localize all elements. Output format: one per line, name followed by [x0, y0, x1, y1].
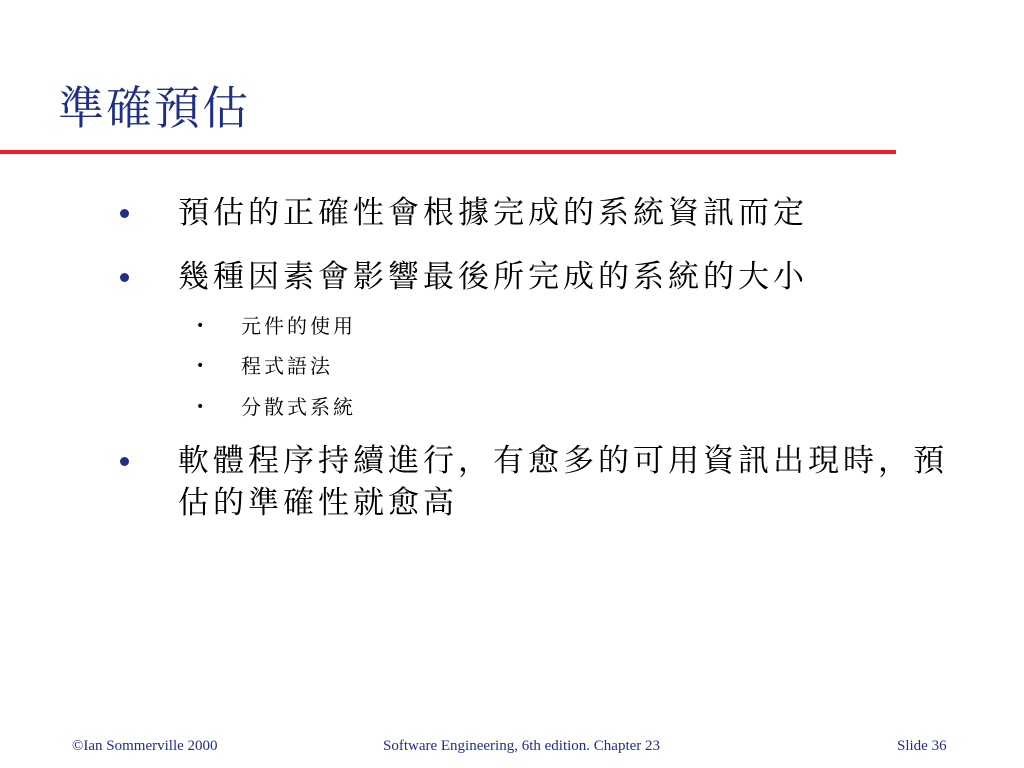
sub-bullet-marker-icon: •	[196, 399, 208, 415]
sub-bullet-item	[196, 352, 333, 380]
slide-title: 準確預估	[58, 81, 250, 135]
footer-copyright: ©Ian Sommerville 2000	[72, 738, 218, 754]
sub-bullet-text: 分散式系統	[241, 395, 356, 419]
sub-bullet-marker-icon: •	[196, 318, 208, 334]
sub-bullet-item	[196, 393, 356, 421]
bullet-item	[120, 192, 808, 234]
sub-bullet-text: 程式語法	[241, 354, 333, 378]
sub-bullet-marker-icon: •	[196, 358, 208, 374]
bullet-item	[120, 440, 978, 524]
bullet-text: 軟體程序持續進行，有愈多的可用資訊出現時，預估的準確性就愈高	[178, 443, 948, 521]
bullet-dot-icon	[120, 209, 129, 218]
bullet-item	[120, 256, 808, 298]
title-divider	[0, 150, 896, 154]
bullet-text: 幾種因素會影響最後所完成的系統的大小	[178, 259, 808, 295]
footer-book-title: Software Engineering, 6th edition. Chapter 23	[383, 738, 661, 754]
bullet-dot-icon	[120, 457, 129, 466]
sub-bullet-item	[196, 312, 356, 340]
footer-slide-number: Slide 36	[897, 738, 947, 754]
bullet-text: 預估的正確性會根據完成的系統資訊而定	[178, 195, 808, 231]
bullet-dot-icon	[120, 273, 129, 282]
sub-bullet-text: 元件的使用	[241, 314, 356, 338]
